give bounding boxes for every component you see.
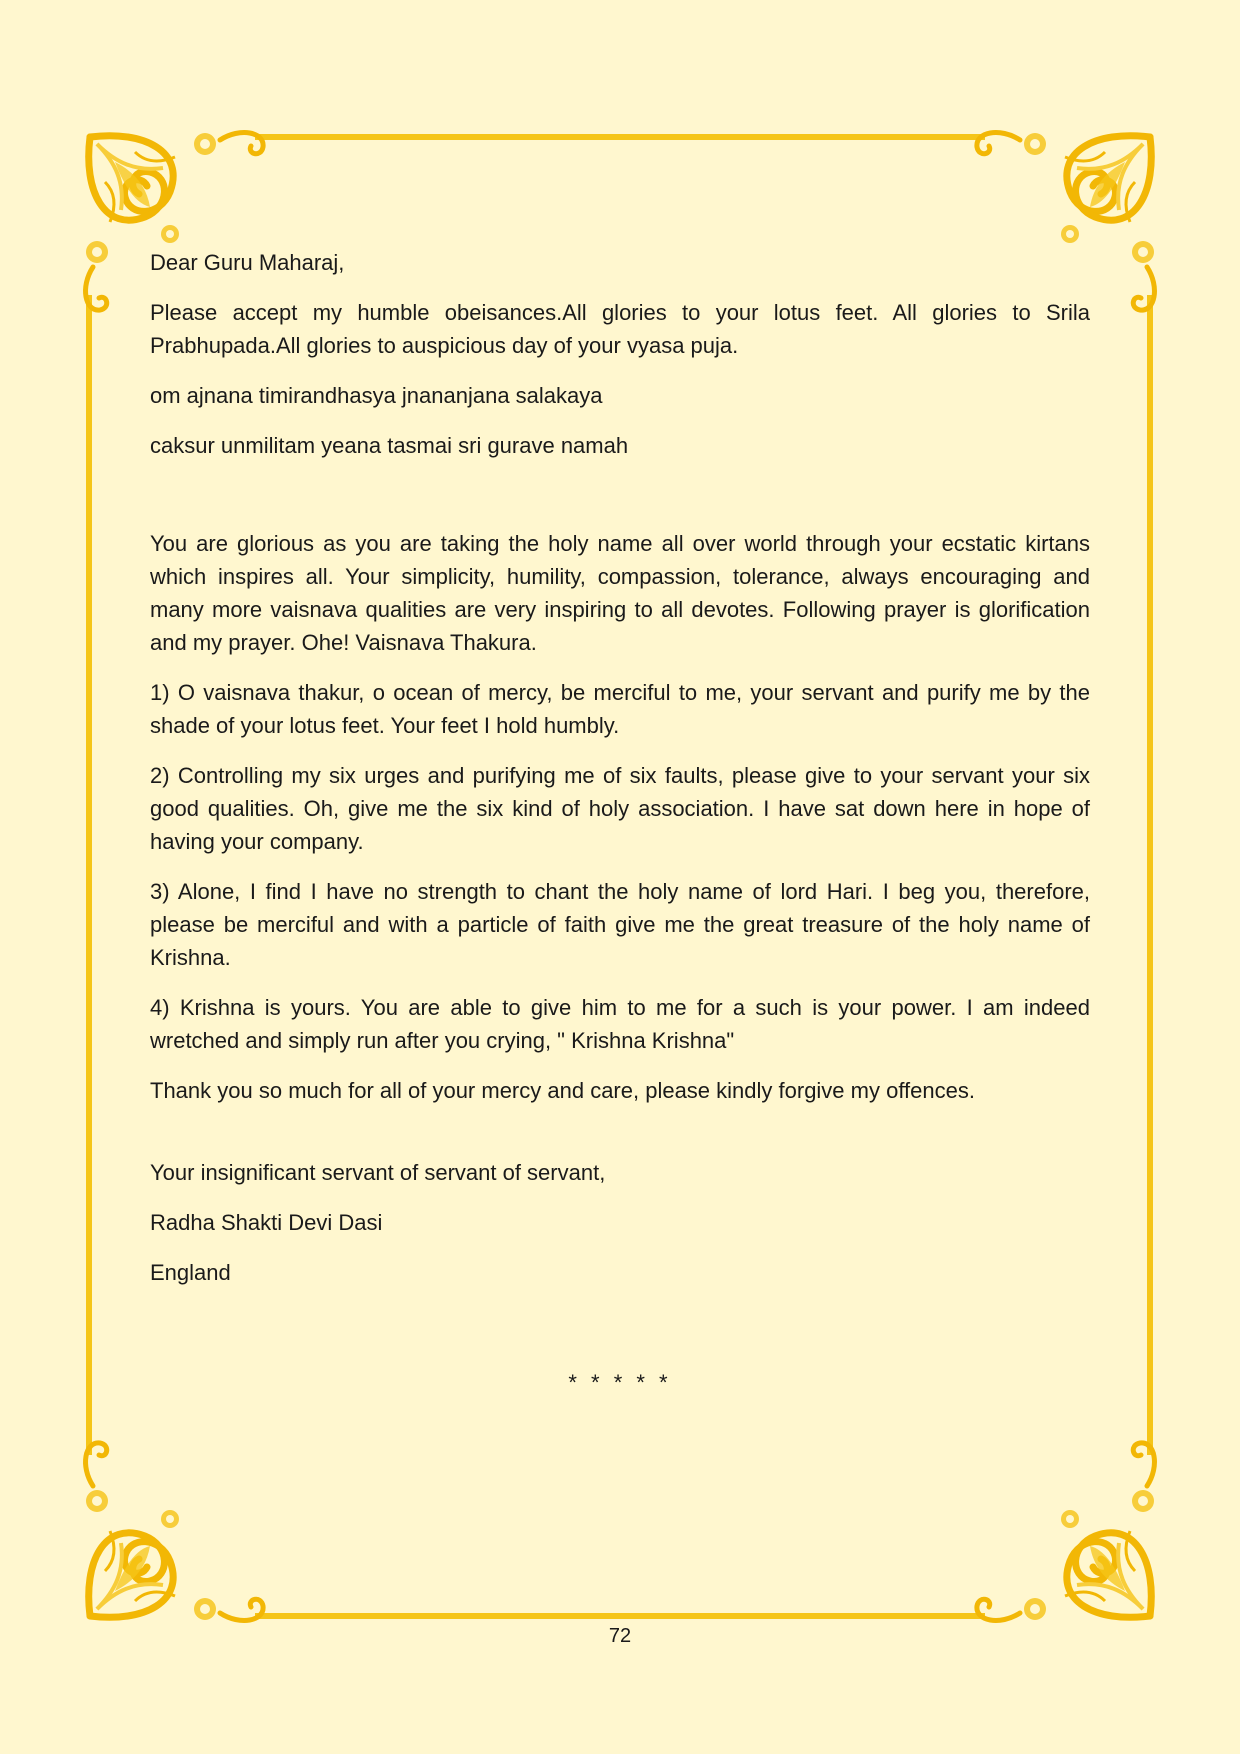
closing-line: Your insignificant servant of servant of servant, xyxy=(150,1160,606,1185)
corner-ornament-bottom-right xyxy=(977,1443,1155,1621)
section-separator: * * * * * xyxy=(568,1370,672,1395)
spacer xyxy=(150,479,1090,527)
opening-paragraph: Please accept my humble obeisances.All glories to your lotus feet. All glories to Srila Prabhupada.All glories to auspicious day of your vyasa puja. xyxy=(150,300,1090,358)
prayer-verse-2: 2) Controlling my six urges and purifying me of six faults, please give to your servant your six good qualities. Oh, give me the six kind of holy association. I have sat down here in hope of having your company. xyxy=(150,763,1090,854)
salutation: Dear Guru Maharaj, xyxy=(150,250,345,275)
thanks-paragraph: Thank you so much for all of your mercy and care, please kindly forgive my offences. xyxy=(150,1078,975,1103)
prayer-verse-1: 1) O vaisnava thakur, o ocean of mercy, be merciful to me, your servant and purify me by the shade of your lotus feet. Your feet I hold humbly. xyxy=(150,680,1090,738)
corner-ornament-bottom-left xyxy=(86,1443,264,1621)
spacer xyxy=(150,1124,1090,1156)
prayer-verse-4: 4) Krishna is yours. You are able to give him to me for a such is your power. I am indeed wretched and simply run after you crying, " Krishna Krishna" xyxy=(150,995,1090,1053)
mantra-line-1: om ajnana timirandhasya jnananjana salakaya xyxy=(150,383,603,408)
glorification-paragraph: You are glorious as you are taking the holy name all over world through your ecstatic kirtans which inspires all. Your simplicity, humility, compassion, tolerance, always encouraging and many more vaisnava qualities are very inspiring to all devotes. Following prayer is glorification and my prayer. Ohe! Vaisnava Thakura. xyxy=(150,531,1090,655)
mantra-line-2: caksur unmilitam yeana tasmai sri gurave namah xyxy=(150,433,629,458)
signature-name: Radha Shakti Devi Dasi xyxy=(150,1210,383,1235)
page-number: 72 xyxy=(608,1625,632,1647)
letter-body xyxy=(150,246,1090,1306)
signature-location: England xyxy=(150,1260,231,1285)
prayer-verse-3: 3) Alone, I find I have no strength to chant the holy name of lord Hari. I beg you, therefore, please be merciful and with a particle of faith give me the great treasure of the holy name of Krishna. xyxy=(150,879,1090,970)
